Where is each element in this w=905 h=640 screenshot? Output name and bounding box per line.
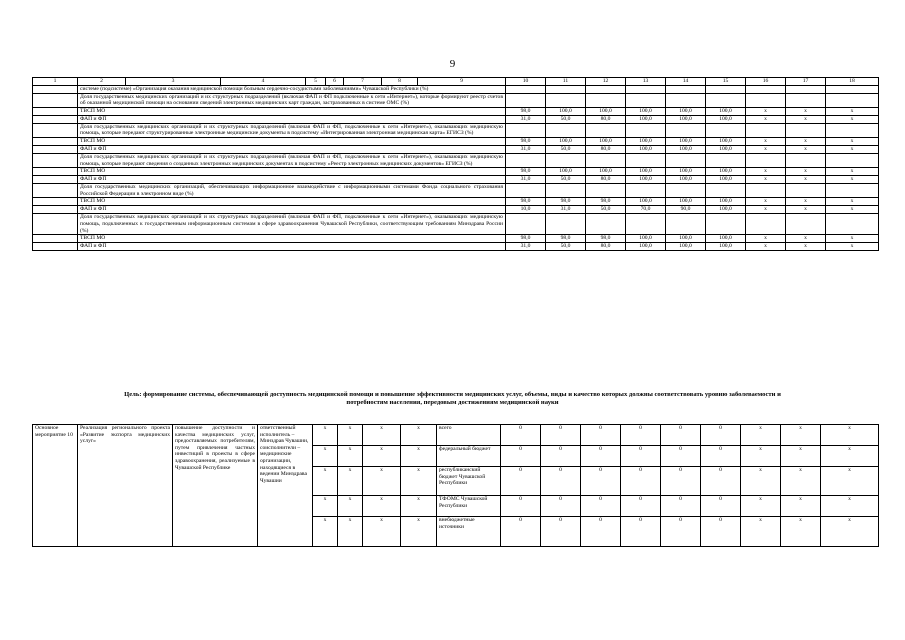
value-cell: х	[826, 176, 879, 184]
empty-cell	[33, 243, 78, 251]
value-cell: 100,0	[706, 137, 746, 145]
indicator-row	[33, 86, 879, 94]
value-cell: х	[781, 467, 821, 496]
code-cell: х	[401, 496, 437, 517]
empty-cell	[786, 86, 826, 94]
empty-cell	[786, 184, 826, 198]
value-cell: 100,0	[706, 206, 746, 214]
value-cell: 100,0	[626, 198, 666, 206]
value-cell: х	[821, 517, 879, 547]
empty-cell	[33, 214, 78, 235]
value-cell: х	[741, 446, 781, 467]
empty-cell	[666, 93, 706, 107]
indicator-text: Доля государственных медицинских организаций и их структурных подразделений (включая ФАП и ФП, подключенные к сети «Интернет»), оказывающих медицинскую помощь, которые передают сведения о созданных электронных медицинских документах в подсистему «Реестр электронных медицинских документов» ЕГИСЗ (%)	[78, 153, 506, 167]
column-number: 2	[78, 78, 126, 86]
value-cell: х	[786, 235, 826, 243]
value-cell: х	[781, 517, 821, 547]
value-cell: х	[826, 235, 879, 243]
code-cell: х	[313, 425, 338, 446]
empty-cell	[826, 184, 879, 198]
value-cell: х	[786, 176, 826, 184]
value-row	[33, 176, 879, 184]
empty-cell	[706, 86, 746, 94]
value-cell: х	[746, 198, 786, 206]
empty-cell	[786, 214, 826, 235]
value-cell: х	[821, 467, 879, 496]
value-cell: 100,0	[626, 107, 666, 115]
column-number: 4	[221, 78, 306, 86]
row-label: ТВСП МО	[78, 235, 506, 243]
value-row	[33, 137, 879, 145]
value-cell: 100,0	[706, 198, 746, 206]
value-cell: 0	[661, 425, 701, 446]
empty-cell	[826, 214, 879, 235]
code-cell: х	[401, 517, 437, 547]
column-number: 18	[826, 78, 879, 86]
column-number: 3	[126, 78, 221, 86]
empty-cell	[506, 214, 546, 235]
value-cell: х	[786, 115, 826, 123]
value-cell: х	[741, 517, 781, 547]
value-cell: 0	[621, 496, 661, 517]
empty-cell	[826, 153, 879, 167]
value-cell: х	[746, 115, 786, 123]
empty-cell	[586, 153, 626, 167]
code-cell: х	[401, 446, 437, 467]
value-cell: 100,0	[626, 168, 666, 176]
value-cell: 80,0	[586, 145, 626, 153]
empty-cell	[666, 214, 706, 235]
value-cell: 0	[621, 446, 661, 467]
empty-cell	[506, 153, 546, 167]
empty-cell	[666, 184, 706, 198]
value-cell: 50,0	[546, 176, 586, 184]
value-cell: 0	[621, 517, 661, 547]
empty-cell	[33, 137, 78, 145]
row-label: ТВСП МО	[78, 198, 506, 206]
empty-cell	[706, 214, 746, 235]
value-cell: х	[741, 496, 781, 517]
value-cell: 50,0	[546, 115, 586, 123]
column-number: 6	[326, 78, 344, 86]
value-cell: 100,0	[626, 235, 666, 243]
value-cell: 100,0	[666, 176, 706, 184]
value-cell: х	[821, 425, 879, 446]
empty-cell	[546, 184, 586, 198]
value-cell: 98,0	[506, 137, 546, 145]
empty-cell	[786, 123, 826, 137]
empty-cell	[33, 86, 78, 94]
empty-cell	[33, 115, 78, 123]
value-cell: 0	[541, 446, 581, 467]
empty-cell	[33, 153, 78, 167]
value-cell: х	[781, 496, 821, 517]
code-cell: х	[401, 467, 437, 496]
activity-goal: повышение доступности и качества медицинских услуг, предоставляемых потребителям, путем привлечения частных инвестиций в проекты в сфере здравоохранения, реализуемые в Чувашской Республике	[173, 425, 258, 547]
value-cell: х	[741, 467, 781, 496]
indicator-row	[33, 93, 879, 107]
value-cell: 100,0	[546, 168, 586, 176]
value-cell: х	[746, 137, 786, 145]
code-cell: х	[363, 517, 401, 547]
empty-cell	[546, 123, 586, 137]
value-cell: 100,0	[666, 137, 706, 145]
value-cell: 31,0	[506, 243, 546, 251]
value-cell: 100,0	[586, 137, 626, 145]
value-cell: 0	[661, 517, 701, 547]
empty-cell	[746, 123, 786, 137]
value-cell: х	[826, 115, 879, 123]
empty-cell	[586, 93, 626, 107]
goal-heading: Цель: формирование системы, обеспечивающей доступность медицинской помощи и повышение эффективности медицинских услуг, объемы, виды и качество которых должны соответствовать уровню заболеваемости и потребностям населения, передовым достижениям медицинской науки	[124, 391, 781, 406]
indicator-row	[33, 214, 879, 235]
value-row	[33, 168, 879, 176]
column-number: 15	[706, 78, 746, 86]
value-cell: 31,0	[506, 145, 546, 153]
value-cell: х	[826, 145, 879, 153]
value-cell: х	[786, 107, 826, 115]
empty-cell	[33, 176, 78, 184]
code-cell: х	[401, 425, 437, 446]
value-cell: 31,0	[546, 206, 586, 214]
header-row	[33, 78, 879, 86]
value-cell: 100,0	[626, 115, 666, 123]
value-cell: 100,0	[706, 107, 746, 115]
value-cell: 70,0	[626, 206, 666, 214]
column-number: 14	[666, 78, 706, 86]
value-cell: 0	[701, 467, 741, 496]
indicator-row	[33, 123, 879, 137]
empty-cell	[666, 86, 706, 94]
code-cell: х	[338, 467, 363, 496]
value-cell: 100,0	[706, 176, 746, 184]
row-label: ФАП и ФП	[78, 176, 506, 184]
value-cell: 98,0	[546, 235, 586, 243]
value-cell: 0	[661, 467, 701, 496]
value-cell: 98,0	[586, 198, 626, 206]
value-cell: х	[741, 425, 781, 446]
value-cell: 100,0	[666, 115, 706, 123]
empty-cell	[706, 123, 746, 137]
empty-cell	[666, 153, 706, 167]
activity-name: Реализация регионального проекта «Развитие экспорта медицинских услуг»	[78, 425, 173, 547]
value-cell: 0	[661, 496, 701, 517]
empty-cell	[586, 123, 626, 137]
value-cell: 100,0	[586, 168, 626, 176]
value-cell: 100,0	[706, 145, 746, 153]
page-number: 9	[449, 58, 456, 70]
value-cell: 98,0	[546, 198, 586, 206]
empty-cell	[33, 145, 78, 153]
value-cell: 0	[541, 425, 581, 446]
value-cell: 100,0	[666, 168, 706, 176]
column-number: 11	[546, 78, 586, 86]
value-cell: 100,0	[706, 168, 746, 176]
value-cell: х	[826, 107, 879, 115]
column-number: 10	[506, 78, 546, 86]
value-row	[33, 107, 879, 115]
value-cell: 80,0	[586, 243, 626, 251]
value-cell: 50,0	[586, 206, 626, 214]
value-cell: 100,0	[666, 107, 706, 115]
funding-source: республиканский бюджет Чувашской Республики	[437, 467, 501, 496]
column-number: 13	[626, 78, 666, 86]
value-cell: 100,0	[666, 243, 706, 251]
indicator-text: системе (подсистеме) «Организация оказания медицинской помощи больным сердечно-сосудистыми заболеваниями» Чувашской Республики (%)	[78, 86, 506, 94]
value-cell: 0	[581, 467, 621, 496]
empty-cell	[586, 86, 626, 94]
value-cell: 0	[501, 517, 541, 547]
column-number: 8	[382, 78, 418, 86]
value-cell: х	[786, 168, 826, 176]
funding-source: федеральный бюджет	[437, 446, 501, 467]
funding-source: внебюджетные источники	[437, 517, 501, 547]
empty-cell	[506, 93, 546, 107]
value-cell: 100,0	[666, 198, 706, 206]
column-number: 17	[786, 78, 826, 86]
value-cell: 98,0	[586, 235, 626, 243]
value-cell: х	[746, 235, 786, 243]
value-cell: 0	[581, 517, 621, 547]
empty-cell	[706, 93, 746, 107]
value-cell: х	[826, 198, 879, 206]
indicator-text: Доля государственных медицинских организаций, обеспечивающих информационное взаимодействие с информационными системами Фонда социального страхования Российской Федерации в электронном виде (%)	[78, 184, 506, 198]
empty-cell	[506, 123, 546, 137]
empty-cell	[33, 235, 78, 243]
value-cell: 0	[501, 467, 541, 496]
indicator-row	[33, 153, 879, 167]
value-cell: 100,0	[626, 243, 666, 251]
value-cell: х	[826, 137, 879, 145]
empty-cell	[506, 184, 546, 198]
empty-cell	[826, 123, 879, 137]
empty-cell	[33, 198, 78, 206]
code-cell: х	[313, 467, 338, 496]
value-cell: 0	[661, 446, 701, 467]
empty-cell	[746, 214, 786, 235]
code-cell: х	[338, 496, 363, 517]
code-cell: х	[338, 517, 363, 547]
value-row	[33, 145, 879, 153]
value-cell: х	[781, 446, 821, 467]
empty-cell	[746, 93, 786, 107]
value-cell: х	[786, 206, 826, 214]
empty-cell	[33, 123, 78, 137]
value-cell: 0	[701, 446, 741, 467]
row-label: ТВСП МО	[78, 107, 506, 115]
activity-table	[32, 424, 879, 547]
empty-cell	[626, 184, 666, 198]
value-row	[33, 206, 879, 214]
indicators-table	[32, 77, 879, 251]
column-number: 16	[746, 78, 786, 86]
value-cell: 0	[501, 446, 541, 467]
value-cell: 100,0	[626, 176, 666, 184]
value-cell: 0	[621, 425, 661, 446]
empty-cell	[546, 153, 586, 167]
value-cell: х	[826, 243, 879, 251]
funding-source: всего	[437, 425, 501, 446]
value-row	[33, 115, 879, 123]
value-cell: 80,0	[586, 115, 626, 123]
value-cell: х	[821, 496, 879, 517]
value-cell: 0	[541, 517, 581, 547]
empty-cell	[826, 86, 879, 94]
activity-code: Основное мероприятие 10	[33, 425, 78, 547]
value-cell: х	[786, 243, 826, 251]
value-cell: х	[821, 446, 879, 467]
empty-cell	[33, 107, 78, 115]
funding-source: ТФОМС Чувашской Республики	[437, 496, 501, 517]
empty-cell	[786, 93, 826, 107]
empty-cell	[746, 184, 786, 198]
empty-cell	[33, 206, 78, 214]
value-cell: 98,0	[506, 198, 546, 206]
value-cell: х	[746, 168, 786, 176]
value-cell: 100,0	[586, 107, 626, 115]
value-cell: 0	[621, 467, 661, 496]
indicator-row	[33, 184, 879, 198]
value-cell: 0	[501, 425, 541, 446]
value-cell: х	[746, 145, 786, 153]
value-cell: 50,0	[546, 145, 586, 153]
column-number: 1	[33, 78, 78, 86]
value-cell: х	[746, 176, 786, 184]
indicator-text: Доля государственных медицинских организаций и их структурных подразделений (включая ФАП и ФП подключенные к сети «Интернет»), которые формируют реестр счетов об оказанной медицинской помощи на основании сведений электронных медицинских карт граждан, застрахованных в системе ОМС (%)	[78, 93, 506, 107]
code-cell: х	[313, 496, 338, 517]
empty-cell	[33, 184, 78, 198]
value-cell: 0	[701, 496, 741, 517]
column-number: 5	[306, 78, 326, 86]
empty-cell	[586, 214, 626, 235]
code-cell: х	[363, 467, 401, 496]
value-cell: 31,0	[506, 115, 546, 123]
indicator-text: Доля государственных медицинских организаций и их структурных подразделений (включая ФАП и ФП, подключенные к сети «Интернет»), оказывающих медицинскую помощь, подключенных к государственным информационным системам в сфере здравоохранения Чувашской Республики, соответствующим требованиям Минздрава России (%)	[78, 214, 506, 235]
value-cell: 80,0	[586, 176, 626, 184]
value-row	[33, 198, 879, 206]
value-cell: 90,0	[666, 206, 706, 214]
value-cell: 0	[541, 467, 581, 496]
column-number: 12	[586, 78, 626, 86]
row-label: ФАП и ФП	[78, 145, 506, 153]
value-cell: 0	[581, 446, 621, 467]
empty-cell	[626, 86, 666, 94]
empty-cell	[706, 153, 746, 167]
value-cell: 10,0	[506, 206, 546, 214]
value-cell: 0	[701, 425, 741, 446]
column-number: 9	[418, 78, 506, 86]
empty-cell	[746, 153, 786, 167]
empty-cell	[33, 168, 78, 176]
value-cell: 98,0	[506, 235, 546, 243]
value-cell: х	[826, 168, 879, 176]
empty-cell	[626, 93, 666, 107]
code-cell: х	[363, 425, 401, 446]
row-label: ТВСП МО	[78, 137, 506, 145]
code-cell: х	[363, 446, 401, 467]
value-cell: х	[746, 206, 786, 214]
empty-cell	[626, 214, 666, 235]
value-cell: 100,0	[626, 137, 666, 145]
value-cell: 0	[581, 496, 621, 517]
value-cell: 0	[501, 496, 541, 517]
value-cell: х	[781, 425, 821, 446]
row-label: ФАП и ФП	[78, 115, 506, 123]
row-label: ФАП и ФП	[78, 206, 506, 214]
value-row	[33, 243, 879, 251]
value-cell: 100,0	[546, 137, 586, 145]
value-cell: 100,0	[706, 243, 746, 251]
empty-cell	[506, 86, 546, 94]
empty-cell	[586, 184, 626, 198]
value-cell: 0	[581, 425, 621, 446]
value-cell: 50,0	[546, 243, 586, 251]
value-cell: х	[826, 206, 879, 214]
value-cell: 100,0	[546, 107, 586, 115]
code-cell: х	[363, 496, 401, 517]
code-cell: х	[313, 517, 338, 547]
empty-cell	[33, 93, 78, 107]
value-cell: х	[746, 107, 786, 115]
activity-row	[33, 425, 879, 446]
value-cell: 100,0	[706, 235, 746, 243]
value-cell: 98,0	[506, 107, 546, 115]
empty-cell	[706, 184, 746, 198]
value-cell: х	[786, 137, 826, 145]
value-cell: 31,0	[506, 176, 546, 184]
value-cell: 100,0	[706, 115, 746, 123]
code-cell: х	[338, 446, 363, 467]
empty-cell	[546, 214, 586, 235]
empty-cell	[546, 86, 586, 94]
indicator-text: Доля государственных медицинских организаций и их структурных подразделений (включая ФАП и ФП, подключенные к сети «Интернет»), оказывающих медицинскую помощь, которые передают структурированные электронные медицинские документы в подсистему «Интегрированная электронная медицинская карта» ЕГИСЗ (%)	[78, 123, 506, 137]
empty-cell	[786, 153, 826, 167]
value-cell: х	[786, 145, 826, 153]
value-cell: 100,0	[666, 145, 706, 153]
value-cell: 100,0	[626, 145, 666, 153]
value-cell: х	[786, 198, 826, 206]
value-cell: х	[746, 243, 786, 251]
empty-cell	[746, 86, 786, 94]
value-cell: 0	[701, 517, 741, 547]
value-cell: 0	[541, 496, 581, 517]
value-cell: 100,0	[666, 235, 706, 243]
empty-cell	[826, 93, 879, 107]
column-number: 7	[344, 78, 382, 86]
value-row	[33, 235, 879, 243]
activity-executor: ответственный исполнитель – Минздрав Чувашии, соисполнители – медицинские организации, находящиеся в ведении Минздрава Чувашии	[258, 425, 313, 547]
empty-cell	[626, 123, 666, 137]
empty-cell	[546, 93, 586, 107]
empty-cell	[626, 153, 666, 167]
row-label: ТВСП МО	[78, 168, 506, 176]
row-label: ФАП и ФП	[78, 243, 506, 251]
code-cell: х	[313, 446, 338, 467]
empty-cell	[666, 123, 706, 137]
value-cell: 98,0	[506, 168, 546, 176]
code-cell: х	[338, 425, 363, 446]
